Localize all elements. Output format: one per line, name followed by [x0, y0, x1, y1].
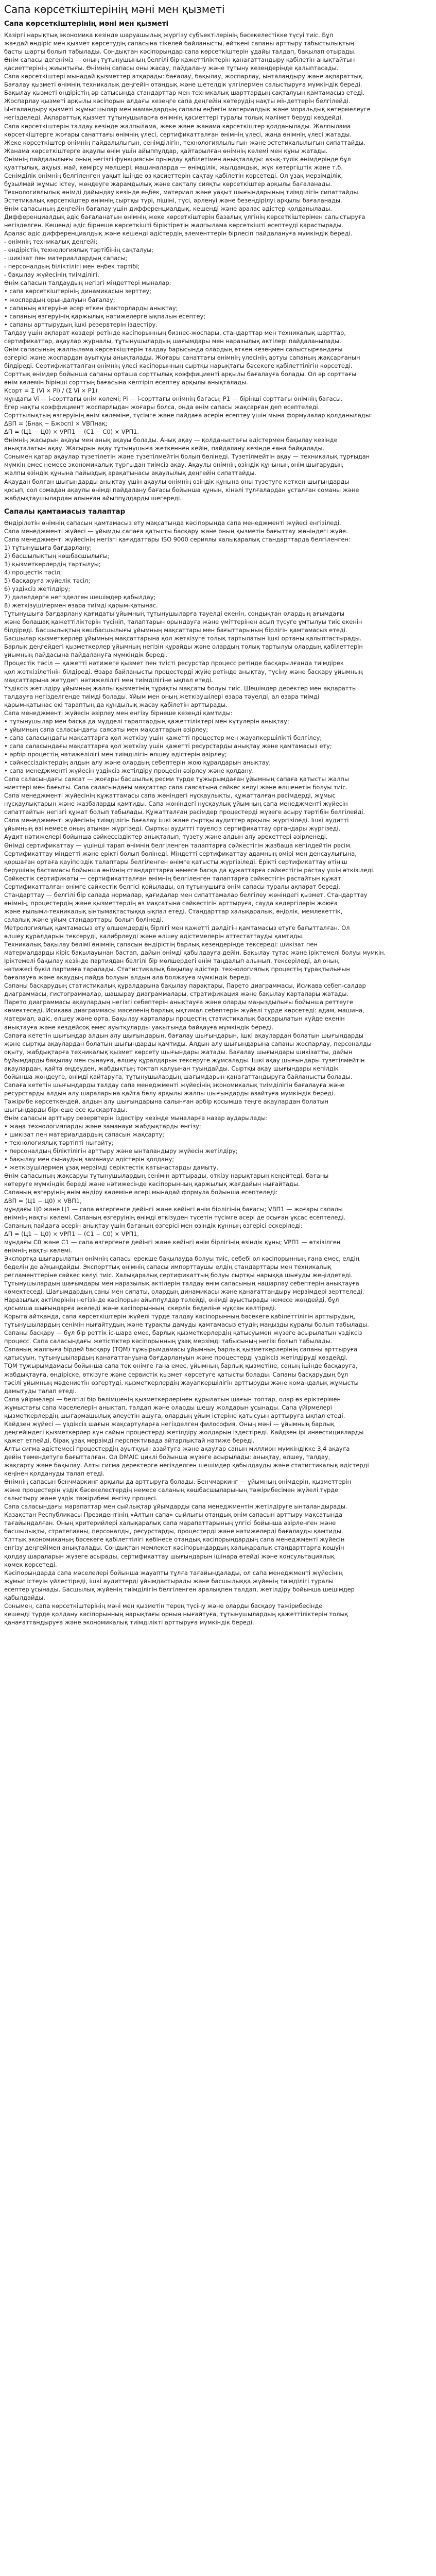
text-line: шығындарды бірнеше есе қысқартады.: [4, 1106, 128, 1113]
text-line: Сапа көрсеткіштері мынадай қызметтер атқарады: бағалау, бақылау, жоспарлау, ынталандыру және ақпараттық.: [4, 73, 364, 80]
text-line: Алты сигма әдістемесі процестердің ауытқуын азайтуға және ақаулар санын миллион мүмкіндікке 3,4 ақауға: [4, 1445, 350, 1452]
text-line: • әрбір процестің нәтижелілігі мен тиімділігін өлшеу әдістерін әзірлеу;: [4, 750, 227, 758]
text-line: көрсеткіштерге жоғары санаттағы өнімнің үлесі, сертификатталған өнімнің үлесі, жаңа өнімнің үлесі жатады.: [4, 130, 352, 138]
text-line: - өнімнің техникалық деңгейі;: [4, 238, 98, 246]
text-line: деңгейіндегі қызметкерлер күн сайын процестерді жетілдіру жолдарын іздестіреді. Кайдзен ірі инвестицияларды: [4, 1428, 364, 1436]
text-line: Өнім сапасының жалпылама көрсеткіштерін талдау барысында олардың өткен кезеңмен салыстырғандағы: [4, 345, 343, 353]
text-line: анықталатын ақау. Жасырын ақау тұтынушыға жеткеннен кейін, пайдалану кезінде ғана байқалады.: [4, 445, 325, 452]
text-line: жабдықтауға, өндіріске, өткізуге және сервистік қызмет көрсетуге қатысты болады. Сапаны басқарудың бұл: [4, 1370, 348, 1378]
text-line: Бағалау қызметі өнімнің техникалық деңгейін отандық және шетелдік үлгілермен салыстыруға мүмкіндік береді.: [4, 81, 362, 89]
text-line: дамытуды талап етеді.: [4, 1387, 77, 1395]
text-line: өнімнің, процестердің және қызметтердің өз мақсатына сәйкестігін арттыруға, сауда кедергілерін жоюға: [4, 899, 338, 907]
text-line: тағайындалған. Оның критерийлері халықаралық сапа марапаттарының үлгісі бойынша әзірленген және: [4, 1519, 336, 1527]
text-line: - шикізат пен материалдардың сапасы;: [4, 255, 128, 262]
section-body: [4, 519, 432, 1626]
text-line: • сапаны арттырудың ішкі резервтерін іздестіру.: [4, 320, 158, 328]
text-line: мұндағы С0 және С1 — сапа өзгергенге дейінгі және кейінгі өнім бірлігінің өзіндік құны; VРП1 — өткізілген: [4, 1238, 341, 1246]
text-line: қатысуын, тұтынушылардың қанағаттануына бағдарлануын және процестерді үздіксіз жетілдіруді көздейді.: [4, 1354, 348, 1362]
text-line: Тұтынушыға бағдарлану қағидаты ұйымның тұтынушыларға тәуелді екенін, сондықтан олардың ағымдағы: [4, 610, 344, 618]
text-line: Сапаның өзгеруінің өнім өндіру көлеміне әсері мынадай формула бойынша есептеледі:: [4, 1189, 278, 1196]
text-line: өнім көлемін бірінші сорттың бағасына келтіріп есептеу арқылы анықталады.: [4, 378, 248, 386]
text-line: • сапа менеджменті жүйесін үздіксіз жетілдіру процесін әзірлеу және қолдану.: [4, 767, 254, 775]
text-line: Жанама көрсеткіштерге ақаулы өнім үшін айыппұлдар, қайтарылған өнімнің көлемі мен құны жатады.: [4, 147, 328, 155]
text-line: мұндағы Ц0 және Ц1 — сапа өзгергенге дейінгі және кейінгі өнім бірлігінің бағасы; VBП1 — жоғары сапалы: [4, 1205, 343, 1213]
text-line: Тұтынушылардың шағымдары мен наразылық актілерін талдау өнім сапасының нашарлау себептерін анықтауға: [4, 1279, 359, 1287]
text-line: ниеттері мен бағыты. Сапа саласындағы мақсаттар сапа саясатына сәйкес келуі және өлшенетін болуы тиіс.: [4, 784, 348, 791]
page-title: Сапа көрсеткіштерінің мәні мен қызметі: [4, 3, 225, 15]
text-line: • ұйымның сапа саласындағы саясаты мен мақсаттарын әзірлеу;: [4, 725, 208, 733]
text-line: қосымша шығындарға әкеледі және кәсіпорынның іскерлік беделіне нұқсан келтіреді.: [4, 1304, 277, 1312]
text-line: көтеруге мүмкіндік береді және нәтижесінде кәсіпорынның қаржылық жағдайын нығайтады.: [4, 1180, 300, 1188]
text-line: Наразылық актілерінің негізінде кәсіпорын айыппұлдар төлейді, өнімді ауыстырады немесе жөндейді, бұл: [4, 1296, 339, 1304]
text-line: Іріктемелі бақылау кезінде партиядан белгілі бір мөлшердегі өнім таңдалып алынып, тексеріледі, ал оның: [4, 957, 339, 965]
text-line: нұсқаулықтарын және жазбаларды қамтиды. Сапа жөніндегі нұсқаулық ұйымның сапа менеджменті жүйесін: [4, 800, 348, 808]
text-line: берушінің бастамасы бойынша өнімнің стандарттарға немесе басқа да құжаттарға сәйкестігін растау үшін өткізіледі.: [4, 866, 375, 874]
text-line: • жеткізушілермен ұзақ мерзімді серіктестік қатынастарды дамыту.: [4, 1164, 219, 1172]
text-line: - персоналдың біліктілігі мен еңбек тәртібі;: [4, 263, 140, 270]
text-line: бұзылмай жұмыс істеу, жөндеуге жарамдылық және сақталу сияқты көрсеткіштер арқылы бағаланады.: [4, 180, 333, 188]
text-line: және сыртқы ақаулардан болатын шығындарды қамтиды. Алдын алу шығындарына сапаны жоспарлау, персоналды: [4, 1040, 372, 1047]
text-line: Қазақстан Республикасы Президентінің «Алтын сапа» сыйлығы отандық өнім сапасын арттыру мақсатында: [4, 1511, 343, 1519]
text-line: Сенімділік өнімнің белгіленген уақыт ішінде өз қасиеттерін сақтау қабілетін көрсетеді. Ол ұзақ мерзімділік,: [4, 172, 343, 179]
text-line: қажет етпейді, бірақ ұзақ мерзімді перспективада айтарлықтай нәтиже береді.: [4, 1436, 255, 1444]
text-line: • сәйкессіздіктердің алдын алу және олардың себептерін жою құралдарын анықтау;: [4, 759, 271, 767]
text-line: Ксорт = Σ (Vi × Pi) / (Σ Vi × P1): [4, 387, 98, 395]
text-line: қол жеткізілетінін білдіреді. Өзара байланысты процестерді жүйе ретінде анықтау, түсіну және басқару ұйымның: [4, 668, 363, 675]
section-heading: Сапа көрсеткіштерінің мәні мен қызметі: [4, 20, 169, 28]
text-line: Парето диаграммасы ақаулардың негізгі себептерін анықтауға және оларды маңыздылығы бойынша реттеуге: [4, 998, 353, 1006]
text-line: Талдау үшін ақпарат көздері ретінде кәсіпорынның бизнес-жоспары, стандарттар мен техникалық шарттар,: [4, 329, 346, 336]
text-line: Сапа саласындағы саясат — жоғары басшылық ресми түрде тұжырымдаған ұйымның сапаға қатысты жалпы: [4, 775, 349, 783]
text-line: көмектеседі. Исикава диаграммасы мәселенің барлық ықтимал себептерін жүйелі түрде көрсетеді: адам, машина,: [4, 1007, 364, 1014]
text-line: 6) үздіксіз жетілдіру;: [4, 585, 71, 593]
text-line: кеңінен қолдануды талап етеді.: [4, 1470, 105, 1478]
text-line: басты шарты болып табылады. Сондықтан кәсіпорындар сапа көрсеткіштерін ұдайы талдап, бақылап отырады.: [4, 48, 356, 56]
text-line: ΔВП = (Ц1 − Ц0) × VBП1,: [4, 1197, 82, 1205]
text-line: ΔВП = (Бнақ − Бжосп) × VBПнақ;: [4, 420, 108, 428]
text-line: ақаулардан, қайта өңдеуден, жабдықтың тоқтап қалуынан туындайды. Сыртқы ақау шығындары кепілдік: [4, 1064, 339, 1072]
text-line: Сапа менеджменті жүйесі — ұйымды сапаға қатысты басқару және оның қызметін бағыттау жөніндегі жүйе.: [4, 527, 348, 535]
text-line: Сапа менеджменті жүйесінің тиімділігін бағалау ішкі және сыртқы аудиттер арқылы жүргізіледі. Ішкі аудитті: [4, 817, 349, 824]
text-line: Өнімнің пайдалылығы оның негізгі функциясын орындау қабілетімен анықталады: азық-түлік өнімдерінде бұл: [4, 155, 351, 163]
text-line: Жеке көрсеткіштер өнімнің пайдалылығын, сенімділігін, технологиялылығын және эстетикалылығын сипаттайды.: [4, 139, 365, 146]
text-line: және процестерін үздік бәсекелестердің немесе саланың көшбасшыларының тәжірибесімен жүйелі түрде: [4, 1486, 339, 1494]
text-line: • технологиялық тәртіпті нығайту;: [4, 1139, 114, 1147]
text-line: бұйымдарды бақылау мен сынауға, өлшеу құралдарын тексеруге жұмсалады. Ішкі ақау шығындары түзетілмейтін: [4, 1056, 365, 1064]
text-line: салалық және ұйым стандарттары болып бөлінеді.: [4, 916, 164, 923]
text-line: жақсарту және бақылау. Алты сигма деректерге негізделген шешімдер қабылдауды және статистикалық әдістерді: [4, 1462, 369, 1469]
text-line: диаграммасы, гистограммалар, шашырау диаграммалары, стратификация және бақылау карталары жатады.: [4, 990, 348, 998]
text-line: Кайдзен жүйесі — үздіксіз шағын жақсартуларға негізделген философия. Оның мәні — ұйымның барлық: [4, 1420, 335, 1428]
text-line: Сапаға кететін шығындарды талдау сапа менеджменті жүйесінің экономикалық тиімділігін бағалауға және: [4, 1081, 345, 1089]
text-line: • сапа саласындағы мақсаттарға қол жеткізу үшін қажетті процестер мен жауапкершілікті белгілеу;: [4, 734, 322, 741]
text-line: процесс. Сапа саласындағы жетістіктер кәсіпорынның ұзақ мерзімді табысының негізі болып табылады.: [4, 1337, 333, 1345]
text-line: • шикізат пен материалдардың сапасын жақсарту;: [4, 1131, 165, 1139]
text-line: негізделген. Кешенді әдіс бірнеше көрсеткішті біріктіретін жалпылама көрсеткішті есептеуді қарастырады.: [4, 222, 343, 229]
text-line: Сорттық өнімдер бойынша сапаны орташа сорттылық коэффициенті арқылы бағалауға болады. Ол әр сорттағы: [4, 370, 357, 378]
text-line: Сорттылықтың өзгеруінің өнім көлеміне, түсімге және пайдаға әсерін есептеу үшін мына формулалар қолданылады:: [4, 412, 372, 419]
text-line: Өнім сапасының деңгейін бағалау үшін дифференциалдық, кешенді және аралас әдістер қолданылады.: [4, 205, 333, 212]
text-line: қасиеттерінің жиынтығы. Өнімнің сапасы оны жасау, пайдалану және тұтыну кезеңдерінде қалыптасады.: [4, 64, 339, 72]
text-line: ΔП = (Ц1 − Ц0) × VРП1 − (С1 − С0) × VРП1,: [4, 1230, 139, 1238]
text-line: Ақаудан болған шығындарды анықтау үшін ақаулы өнімнің өзіндік құнына оны түзетуге кеткен шығындарды: [4, 478, 350, 485]
text-line: өзгерісі және жоспардан ауытқуы анықталады. Жоғары санаттағы өнімнің үлесінің артуы сапаның жақсарғанын: [4, 353, 360, 361]
text-line: білдіреді. Сертификатталған өнімнің үлесі кәсіпорынның сыртқы нарықтағы бәсекеге қабілеттілігін көрсетеді.: [4, 362, 353, 369]
text-line: Сапаны басқарудың статистикалық құралдарына бақылау парақтары, Парето диаграммасы, Исикава себеп-салдар: [4, 982, 366, 990]
text-line: Өнімнің жасырын ақауы мен анық ақауы болады. Анық ақау — қолданыстағы әдістермен бақылау кезінде: [4, 436, 338, 444]
text-line: Технологиялылық өнімді дайындау кезінде еңбек, материал және уақыт шығындарының тиімділігін сипаттайды.: [4, 188, 360, 196]
text-line: - бақылау жүйесінің тиімділігі.: [4, 271, 99, 279]
text-line: және болашақ қажеттіліктерін түсініп, талаптарын орындауға және үміттерінен асып түсуге ұмтылуы тиіс екенін: [4, 618, 362, 626]
text-line: Егер нақты коэффициент жоспарлыдан жоғары болса, онда өнім сапасы жақсарған деп есептеледі.: [4, 403, 320, 411]
text-line: негізделеді. Ақпараттық қызмет тұтынушыларға өнімнің қасиеттері туралы толық мәлімет беруді көздейді.: [4, 114, 343, 122]
text-line: 4) процестік тәсіл;: [4, 568, 62, 576]
text-line: қанағаттандыруға және экономикалық тиімділікті арттыруға мүмкіндік береді.: [4, 1618, 254, 1626]
text-line: Сапа үйірмелері — белгілі бір бөлімшенің қызметкерлерінен құрылатын шағын топтар, олар өз еріктерімен: [4, 1395, 341, 1403]
text-line: Сапа менеджменті жүйесінің құжаттамасы сапа жөніндегі нұсқаулықты, құжатталған рәсімдерді, жұмыс: [4, 792, 336, 800]
text-line: мүмкін емес немесе экономикалық тұрғыдан тиімсіз ақау. Ақаулы өнімнің өзіндік құнының өнім шығарудың: [4, 461, 343, 469]
text-line: беделін де айқындайды. Экспорттық өнімнің сапасы импорттаушы елдің стандарттары мен техникалық: [4, 1263, 332, 1270]
text-line: • сапа көрсеткіштерінің динамикасын зерттеу;: [4, 287, 151, 295]
text-line: және ғылыми-техникалық ынтымақтастыққа ықпал етеді. Стандарттар халықаралық, өңірлік, мемлекеттік,: [4, 907, 343, 915]
text-line: - өндірістің технологиялық тәртібінің сақталуы;: [4, 246, 154, 254]
text-line: жағдай өндіріс мен қызмет көрсетудің сапасына тікелей байланысты, өйткені сапаны арттыру табыстылықтың: [4, 40, 354, 47]
text-line: Сапа менеджменті жүйесінің негізгі қағидаттары ISO 9000 сериялы халықаралық стандарттарда белгіленген:: [4, 535, 351, 543]
text-line: Жоспарлау қызметі арқылы кәсіпорын алдағы кезеңге сапа деңгейін көтерудің нақты міндеттерін белгілейді.: [4, 97, 351, 105]
text-line: Өнім сапасының жақсаруы тұтынушылардың сенімін арттырады, өткізу нарықтарын кеңейтеді, бағаны: [4, 1172, 329, 1180]
section-gap: [4, 502, 432, 506]
text-line: 2) басшылықтың көшбасшылығы;: [4, 552, 110, 560]
text-line: Қазіргі нарықтық экономика кезінде шаруашылық жүргізу субъектілерінің бәсекелестікке түсуі тиіс. Бұл: [4, 31, 334, 39]
text-line: енгізу деңгейімен анықталады. Сондықтан мемлекет кәсіпорындардың халықаралық стандарттарға көшуін: [4, 1544, 344, 1552]
text-line: Сапаға кететін шығындар алдын алу шығындарын, бағалау шығындарын, ішкі ақаулардан болатын шығындарды: [4, 1031, 363, 1039]
text-line: Метрологиялық қамтамасыз ету өлшемдердің бірлігі мен қажетті дәлдігін қамтамасыз етуге бағытталған. Ол: [4, 924, 350, 931]
text-line: қосып, сол сомадан ақаулы өнімді пайдалану бағасы бойынша құнын, кінәлі тұлғалардан ұсталған соманы және: [4, 486, 359, 494]
text-line: өлшеу құралдарын тексеруді, калибрлеуді және өлшеу әдістемелерін аттестаттауды қамтиды.: [4, 933, 304, 940]
text-line: өнімнің нақты көлемі. Сапаның өзгеруінің өнімді өткізуден түсетін түсімге әсері де осыған ұқсас есептеледі.: [4, 1213, 346, 1221]
text-line: білдіреді. Басшылықтың көшбасшылығы ұйымның мақсаттары мен бағыттарының бірлігін қамтамасыз етеді.: [4, 626, 347, 634]
text-line: салыстыру және үздік тәжірибені енгізу процесі.: [4, 1495, 158, 1502]
text-line: тұтынушылардың сенімін нығайтудың және тұрақты дамуды қамтамасыз етудің маңызды құралы болып табылады.: [4, 1321, 369, 1329]
text-line: бағалауға және ақаудың пайда болуын алдын ала болжауға мүмкіндік береді.: [4, 974, 252, 981]
text-line: Өнім сапасын арттыру резервтерін іздестіру кезінде мыналарға назар аударылады:: [4, 1114, 268, 1122]
text-line: оқыту, жабдықтарға техникалық қызмет көрсету шығындары жатады. Бағалау шығындары шикізатты, дайын: [4, 1048, 353, 1056]
text-line: Сонымен, сапа көрсеткіштерінің мәні мен қызметін терең түсіну және оларды басқару тәжірибесінде: [4, 1602, 323, 1609]
text-line: Сапаның жалпыға бірдей басқару (TQM) тұжырымдамасы ұйымның барлық қызметкерлерінің сапаны арттыруға: [4, 1346, 358, 1353]
text-line: материал, әдіс, өлшеу және орта. Бақылау карталары процестің статистикалық басқарылатын күйде екенін: [4, 1015, 345, 1023]
text-line: қызметкерлердің шығармашылық әлеуетін ашуға, олардың ұйым істеріне қатысуын арттыруға ықпал етеді.: [4, 1412, 345, 1419]
text-line: Өнім сапасы дегеніміз — оның тұтынушының белгілі бір қажеттіліктерін қанағаттандыру қабілетін анықтайтын: [4, 56, 355, 64]
text-line: нәтижесі бүкіл партияға таралады. Статистикалық бақылау әдістері технологиялық процестің тұрақтылығын: [4, 965, 350, 973]
text-line: жалпы өзіндік құнына пайыздық арақатынасы ақаулылық деңгейін сипаттайды.: [4, 469, 257, 477]
text-line: ұйымның өзі немесе оның атынан жүргізеді. Сыртқы аудитті тәуелсіз сертификаттау органдары жүргізеді.: [4, 825, 341, 833]
text-line: Экспортқа шығарылатын өнімнің сапасы ерекше бақылауда болуы тиіс, себебі ол кәсіпорынның ғана емес, елдің: [4, 1255, 360, 1262]
text-line: Сәйкестік сертификаты — сертификатталған өнімнің белгіленген талаптарға сәйкестігін растайтын құжат.: [4, 874, 343, 882]
text-line: 5) басқаруға жүйелік тәсіл;: [4, 577, 91, 584]
text-line: Дифференциалдық әдіс бағаланатын өнімнің жеке көрсеткіштерін базалық үлгінің көрсеткіштерімен салыстыруға: [4, 213, 365, 221]
text-line: Сапа менеджменті жүйесін әзірлеу мен енгізу бірнеше кезеңді қамтиды:: [4, 709, 233, 717]
text-line: регламенттеріне сәйкес келуі тиіс. Халықаралық сертификаттың болуы сыртқы нарыққа шығуды жеңілдетеді.: [4, 1271, 353, 1279]
text-line: қабылдайды.: [4, 1594, 45, 1601]
text-line: Үздіксіз жетілдіру ұйымның жалпы қызметінің тұрақты мақсаты болуы тиіс. Шешімдер деректер мен ақпаратты: [4, 684, 357, 692]
text-line: көмек көрсетеді.: [4, 1561, 57, 1568]
text-line: анықтауға және кездейсоқ емес ауытқуларды уақытында байқауға мүмкіндік береді.: [4, 1023, 274, 1031]
text-line: • сапа саласындағы мақсаттарға қол жеткізу үшін қажетті ресурстарды анықтау және қамтамасыз ету;: [4, 742, 332, 750]
text-line: дейін төмендетуге бағытталған. Ол DMAIC циклі бойынша жүзеге асырылады: анықтау, өлшеу, талдау,: [4, 1453, 330, 1461]
text-line: 3) қызметкерлердің тартылуы;: [4, 560, 101, 568]
text-line: Сертификаттау міндетті және ерікті болып бөлінеді. Міндетті сертификаттау адамның өмірі мен денсаулығына,: [4, 850, 357, 857]
text-line: Аралас әдіс дифференциалдық және кешенді әдістердің элементтерін бірлесіп пайдалануға мүмкіндік береді.: [4, 230, 353, 238]
text-line: 1) тұтынушыға бағдарлану;: [4, 544, 92, 551]
text-line: • жаңа технологияларды және заманауи жабдықтарды енгізу;: [4, 1123, 201, 1130]
text-line: Кәсіпорындарда сапа мәселелері бойынша жауапты тұлға тағайындалады, ол сапа менеджменті жүйесінің: [4, 1569, 343, 1577]
text-line: ресурстарды алдын алу шараларына қайта бөлу арқылы жалпы шығындарды азайтуға мүмкіндік береді.: [4, 1089, 335, 1097]
text-line: бойынша жөндеуге, өнімді қайтаруға, тұтынушылардың шағымдарын қанағаттандыруға байланысты болады.: [4, 1073, 353, 1080]
text-line: TQM тұжырымдамасы бойынша сапа тек өнімге ғана емес, ұйымның барлық қызметіне, соның ішінде басқаруға,: [4, 1362, 358, 1370]
text-line: тәсілі ұйымның мәдениетін өзгертуді, қызметкерлердің жауапкершілігін арттыруды және командалық жұмысты: [4, 1379, 359, 1386]
text-line: ΔП = (Ц1 − Ц0) × VРП1 − (С1 − С0) × VРП1.: [4, 428, 139, 436]
section-body: [4, 31, 432, 502]
text-line: мақсаттарына жетудегі нәтижелілігі мен тиімділігіне ықпал етеді.: [4, 676, 213, 684]
text-line: Өндірілетін өнімнің сапасын қамтамасыз ету мақсатында кәсіпорында сапа менеджменті жүйесі енгізіледі.: [4, 519, 341, 527]
text-line: • тұтынушылар мен басқа да мүдделі тараптардың қажеттіліктері мен күтулерін анықтау;: [4, 717, 289, 725]
text-line: Бақылау қызметі өндірістің әр сатысында стандарттар мен техникалық шарттардың сақталуын қамтамасыз етеді.: [4, 89, 365, 97]
text-line: • сапаның өзгеруіне әсер еткен факторларды анықтау;: [4, 304, 178, 312]
text-line: материалдарды кіріс бақылауынан бастап, дайын өнімді қабылдауға дейін. Бақылау тұтас және іріктемелі болуы мүмкін.: [4, 949, 386, 957]
text-line: Стандарттау — белгілі бір салада нормалар, қағидалар мен сипаттамалар белгілеу жөніндегі қызмет. Стандарттау: [4, 891, 368, 899]
text-line: кешенді түрде қолдану кәсіпорынның нарықтағы орнын нығайтуға, тұтынушылардың қажеттіліктерін толық: [4, 1610, 348, 1618]
text-line: • бақылау мен сынаудың заманауи әдістерін қолдану;: [4, 1156, 175, 1163]
text-line: • персоналдың біліктілігін арттыру және ынталандыру жүйесін жетілдіру;: [4, 1147, 238, 1155]
text-line: Сапаны басқару — бұл бір реттік іс-шара емес, барлық қызметкерлердің қатысуымен жүзеге асырылатын үздіксіз: [4, 1329, 362, 1337]
text-line: Өнім сапасын талдаудың негізгі міндеттері мыналар:: [4, 279, 171, 287]
text-line: Сертификатталған өнімге сәйкестік белгісі қойылады, ол тұтынушыға өнім сапасы туралы ақпарат береді.: [4, 883, 340, 890]
text-line: Қорыта айтқанда, сапа көрсеткіштерін жүйелі түрде талдау кәсіпорынның бәсекеге қабілеттілігін арттырудың,: [4, 1313, 356, 1320]
text-line: Ынталандыру қызметі жұмысшылар мен мамандардың сапалы еңбегін материалдық және моральдық көтермелеуге: [4, 106, 371, 113]
text-line: • жоспардың орындалуын бағалау;: [4, 296, 115, 303]
text-line: Өнімді сертификаттау — үшінші тарап өнімнің белгіленген талаптарға сәйкестігін жазбаша кепілдейтін рәсім.: [4, 841, 352, 849]
text-line: Эстетикалық көрсеткіштер өнімнің сыртқы түрі, пішіні, түсі, әрленуі және безендірілуі арқылы бағаланады.: [4, 196, 342, 204]
text-line: 7) дәлелдерге негізделген шешімдер қабылдау;: [4, 594, 156, 601]
text-line: Процестік тәсіл — қажетті нәтижеге қызмет пен тиісті ресурстар процесс ретінде басқарылғанда тиімдірек: [4, 659, 344, 667]
text-line: • сапаның өзгеруінің қаржылық нәтижелерге ықпалын есептеу;: [4, 312, 206, 320]
text-line: жабдықтаушылардан алынған айыппұлдарды шегереді.: [4, 494, 182, 502]
text-line: Сапаның пайдаға әсерін анықтау үшін бағаның өзгерісі мен өзіндік құнның өзгерісі ескеріледі:: [4, 1222, 303, 1229]
text-line: Тәжірибе көрсеткендей, алдын алу шығындарына салынған әрбір қосымша теңге ақаулардан болатын: [4, 1097, 328, 1105]
text-line: есептер ұсынады. Басшылық жүйенің тиімділігін белгіленген аралықпен талдап, жетілдіру бойынша шешімдер: [4, 1585, 355, 1593]
text-line: Басшылар қызметкерлер ұйымның мақсаттарына қол жеткізуге толық тартылатын ішкі ортаны қалыптастырады.: [4, 635, 362, 642]
text-line: Ұлттық экономиканың бәсекеге қабілеттілігі көбінесе отандық кәсіпорындардың сапа менеджменті жүйесін: [4, 1536, 345, 1544]
text-line: сертификаттар, ақаулар журналы, тұтынушылардың шағымдары мен наразылық актілері пайдаланылады.: [4, 337, 341, 345]
text-line: өнімнің нақты көлемі.: [4, 1246, 73, 1254]
text-line: Сапа көрсеткіштерін талдау кезінде жалпылама, жеке және жанама көрсеткіштер қолданылады. Жалпылама: [4, 122, 351, 130]
section-heading: Сапалы қамтамасыз талаптар: [4, 507, 126, 516]
text-line: Барлық деңгейдегі қызметкерлер ұйымның негізін құрайды және олардың толық тартылуы олардың қабілеттерін: [4, 643, 363, 651]
text-line: ұйымның пайдасына пайдалануға мүмкіндік береді.: [4, 651, 168, 659]
text-line: жұмыс істеуін үйлестіреді, ішкі аудиттерді ұйымдастырады және басшылыққа жүйенің тиімділігі туралы: [4, 1577, 334, 1585]
text-line: қолдау шараларын жүзеге асырады, сертификаттау шығындарын ішінара өтейді және консультациялық: [4, 1552, 335, 1560]
text-line: көмектеседі. Шағымдардың саны мен сипаты, олардың динамикасы және қанағаттандыру мерзімдері зерттеледі.: [4, 1288, 364, 1296]
text-line: 8) жеткізушілермен өзара тиімді қарым-қатынас.: [4, 602, 158, 609]
text-line: талдауға негізделгенде тиімді болады. Ұйым мен оның жеткізушілері өзара тәуелді, ал өзара тиімді: [4, 692, 320, 700]
text-line: сипаттайтын негізгі құжат болып табылады. Құжатталған рәсімдер процестерді жүзеге асыру тәртібін белгілейді.: [4, 808, 365, 816]
text-line: жұмыстағы сапа мәселелерін анықтап, талдап және оларды шешу жолдарын ұсынады. Сапа үйірмелері: [4, 1403, 332, 1411]
text-line: Сапа саласындағы марапаттар мен сыйлықтар ұйымдарды сапа менеджментін жетілдіруге ынталандырады.: [4, 1503, 347, 1511]
text-line: мұндағы Vi — i-сорттағы өнім көлемі; Pi — i-сорттағы өнімнің бағасы; P1 — бірінші сорттағы өнімнің бағасы.: [4, 395, 343, 403]
text-line: Өнімнің сапасын бенчмаркинг арқылы да арттыруға болады. Бенчмаркинг — ұйымның өнімдерін, қызметтерін: [4, 1478, 352, 1486]
text-line: Техникалық бақылау бөлімі өнімнің сапасын өндірістің барлық кезеңдерінде тексереді: шикізат пен: [4, 941, 318, 948]
text-line: Аудит нәтижелері бойынша сәйкессіздіктер анықталып, түзету және алдын алу әрекеттері әзірленеді.: [4, 833, 328, 841]
text-line: басшылықты, стратегияны, персоналды, ресурстарды, процестерді және нәтижелерді бағалауды қамтиды.: [4, 1528, 343, 1535]
text-line: қуаттылық, ақуыз, май, көмірсу мөлшері; машиналарда — өнімділік, жылдамдық, жүк көтергіштік және т.б.: [4, 163, 343, 171]
text-line: Сонымен қатар ақаулар түзетілетін және түзетілмейтін болып бөлінеді. Түзетілмейтін ақау — техникалық тұрғыдан: [4, 453, 370, 461]
text-line: қоршаған ортаға қауіпсіздік талаптары белгіленген өнімге қатысты жүргізіледі. Ерікті сертификаттау өтініш: [4, 858, 347, 866]
text-line: қарым-қатынас екі тараптың да құндылық жасау қабілетін арттырады.: [4, 701, 228, 708]
